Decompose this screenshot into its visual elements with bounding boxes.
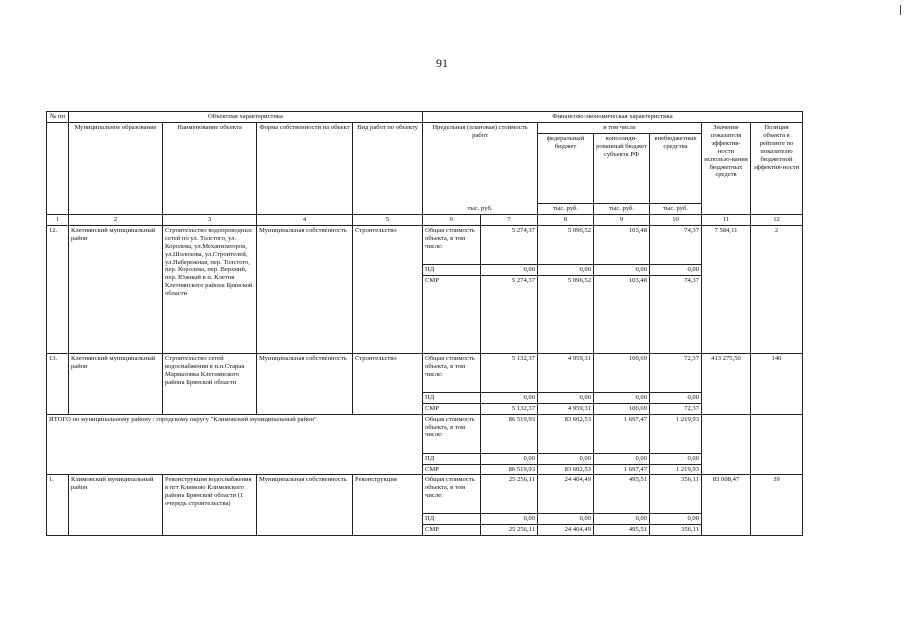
cell-value: 356,11	[650, 525, 702, 536]
row-num: 12.	[47, 225, 69, 353]
cost-label-pd: ПД	[423, 453, 481, 464]
cell-value: 83 602,53	[538, 464, 594, 475]
cost-label-pd: ПД	[423, 514, 481, 525]
col-num: 4	[257, 215, 353, 226]
table-row	[47, 353, 803, 392]
col-num: 11	[702, 215, 751, 226]
cell-value: 5 132,37	[481, 353, 538, 392]
row-efficiency: 413 275,50	[702, 353, 751, 414]
cell-value: 4 959,31	[538, 353, 594, 392]
cell-value: 86 519,93	[481, 464, 538, 475]
cell-value: 495,51	[594, 525, 650, 536]
cost-label-total: Общая стоимость объекта, в том числе:	[423, 225, 481, 264]
header-extrabudget: внебюджетные средства	[650, 134, 702, 204]
cell-value: 0,00	[594, 264, 650, 275]
col-num: 6	[423, 215, 481, 226]
cost-label-smr: СМР	[423, 275, 481, 353]
row-ownership: Муниципальная собственность	[257, 353, 353, 414]
col-num: 10	[650, 215, 702, 226]
row-municipality: Климовский муниципальный район	[69, 475, 163, 536]
cell-value: 72,37	[650, 403, 702, 414]
column-numbers-row	[47, 215, 803, 226]
cell-value: 0,00	[650, 453, 702, 464]
cell-value: 25 256,11	[481, 475, 538, 514]
financial-table	[46, 111, 803, 536]
row-ownership: Муниципальная собственность	[257, 475, 353, 536]
unit-consolidated: тыс. руб.	[594, 204, 650, 215]
col-num: 1	[47, 215, 69, 226]
cell-value: 5 274,37	[481, 275, 538, 353]
col-num: 8	[538, 215, 594, 226]
row-efficiency: 83 008,47	[702, 475, 751, 536]
header-object-name: Наименование объекта	[163, 123, 257, 215]
cell-value: 0,00	[650, 264, 702, 275]
cell-value: 0,00	[481, 392, 538, 403]
cell-value: 0,00	[594, 514, 650, 525]
row-num: 13.	[47, 353, 69, 414]
cell-value: 0,00	[538, 453, 594, 464]
col-num: 12	[751, 215, 803, 226]
cell-value: 5 132,37	[481, 403, 538, 414]
unit-extrabudget: тыс. руб.	[650, 204, 702, 215]
row-ownership: Муниципальная собственность	[257, 225, 353, 353]
cell-value: 0,00	[481, 514, 538, 525]
header-municipality: Муниципальное образование	[69, 123, 163, 215]
cost-label-total: Общая стоимость объекта, в том числе:	[423, 475, 481, 514]
unit-federal: тыс. руб.	[538, 204, 594, 215]
cell-value: 100,69	[594, 353, 650, 392]
row-num: 1.	[47, 475, 69, 536]
table-row	[47, 475, 803, 514]
edge-mark	[900, 5, 901, 15]
header-num: № пп	[47, 112, 69, 123]
col-num: 7	[481, 215, 538, 226]
cell-value: 86 519,93	[481, 414, 538, 453]
row-municipality: Клетнянский муниципальный район	[69, 353, 163, 414]
row-rating: 39	[751, 475, 803, 536]
cell-value: 0,00	[538, 392, 594, 403]
cell-value: 0,00	[594, 453, 650, 464]
row-work: Реконструкция	[353, 475, 423, 536]
cell-value: 0,00	[650, 392, 702, 403]
cell-value: 356,11	[650, 475, 702, 514]
header-federal: федеральный бюджет	[538, 134, 594, 204]
header-object-char: Объектная характеристика	[69, 112, 423, 123]
cell-value: 25 256,11	[481, 525, 538, 536]
cell-value: 24 404,49	[538, 475, 594, 514]
cost-label-total: Общая стоимость объекта, в том числе:	[423, 414, 481, 453]
cell-value: 0,00	[538, 514, 594, 525]
col-num: 5	[353, 215, 423, 226]
cost-label-smr: СМР	[423, 403, 481, 414]
header-limit-cost: Предельная (плановая) стоимость работ	[423, 123, 538, 204]
total-label: ИТОГО по муниципальному району / городскому округу "Климовский муниципальный район"	[47, 414, 423, 475]
cell-value: 0,00	[481, 264, 538, 275]
header-row-1	[47, 112, 803, 123]
col-num: 3	[163, 215, 257, 226]
cell-value: 74,37	[650, 275, 702, 353]
header-efficiency: Значение показателя эффектив-ности использо-вания бюджетных средств	[702, 123, 751, 215]
cost-label-smr: СМР	[423, 525, 481, 536]
header-finance-char: Финансово-экономическая характеристика	[423, 112, 803, 123]
col-num: 9	[594, 215, 650, 226]
row-efficiency: 7 584,11	[702, 225, 751, 353]
cell-value: 0,00	[538, 264, 594, 275]
header-consolidated: консолиди-рованный бюджет субъекта РФ	[594, 134, 650, 204]
table-row	[47, 225, 803, 264]
cell-value: 5 096,52	[538, 225, 594, 264]
col-num: 2	[69, 215, 163, 226]
cost-label-pd: ПД	[423, 392, 481, 403]
cell-value: 72,37	[650, 353, 702, 392]
cell-value: 1 219,93	[650, 464, 702, 475]
row-municipality: Клетнянский муниципальный район	[69, 225, 163, 353]
cell-value: 100,69	[594, 403, 650, 414]
cost-label-pd: ПД	[423, 264, 481, 275]
cost-label-smr: СМР	[423, 464, 481, 475]
header-incl: в том числе	[538, 123, 702, 134]
header-work-type: Вид работ по объекту	[353, 123, 423, 215]
cell-value: 0,00	[481, 453, 538, 464]
cost-label-total: Общая стоимость объекта, в том числе:	[423, 353, 481, 392]
cell-value: 495,51	[594, 475, 650, 514]
header-row-2	[47, 123, 803, 134]
cell-value: 5 096,52	[538, 275, 594, 353]
row-rating: 2	[751, 225, 803, 353]
row-work: Строительство	[353, 353, 423, 414]
cell-value: 103,48	[594, 225, 650, 264]
cell-value: 103,48	[594, 275, 650, 353]
cell-value: 1 219,93	[650, 414, 702, 453]
cell-value: 74,37	[650, 225, 702, 264]
row-rating: 140	[751, 353, 803, 414]
row-object: Строительство сетей водоснабжения в н.п.Старая Мармазовка Клетнянского района Брянской области	[163, 353, 257, 414]
header-ownership: Форма собственности на объект	[257, 123, 353, 215]
cell-value: 0,00	[594, 392, 650, 403]
cell-value: 5 274,37	[481, 225, 538, 264]
cell-value: 83 602,53	[538, 414, 594, 453]
page-number: 91	[436, 56, 448, 70]
cell-value: 0,00	[650, 514, 702, 525]
cell-value: 4 959,31	[538, 403, 594, 414]
cell-value: 1 697,47	[594, 464, 650, 475]
header-rating: Позиция объекта в рейтинге по показателю бюджетной эффектив-ности	[751, 123, 803, 215]
cell-value: 24 404,49	[538, 525, 594, 536]
cell-value: 1 697,47	[594, 414, 650, 453]
row-object: Строительство водопроводных сетей по ул. Толстого, ул. Королева, ул.Механизаторов, ул.Шолохова, ул.Строителей, ул.Набережная, пер. Толстого, пер. Королева, пер. Верхний, пер. Южный в п. Клетня Клетнянского района Брянской области	[163, 225, 257, 353]
total-row	[47, 414, 803, 453]
unit-limit-cost: тыс. руб.	[423, 204, 538, 215]
row-object: Реконструкция водоснабжения в пгт Климово Климовского района Брянской области (1 очередь строительства)	[163, 475, 257, 536]
row-work: Строительство	[353, 225, 423, 353]
